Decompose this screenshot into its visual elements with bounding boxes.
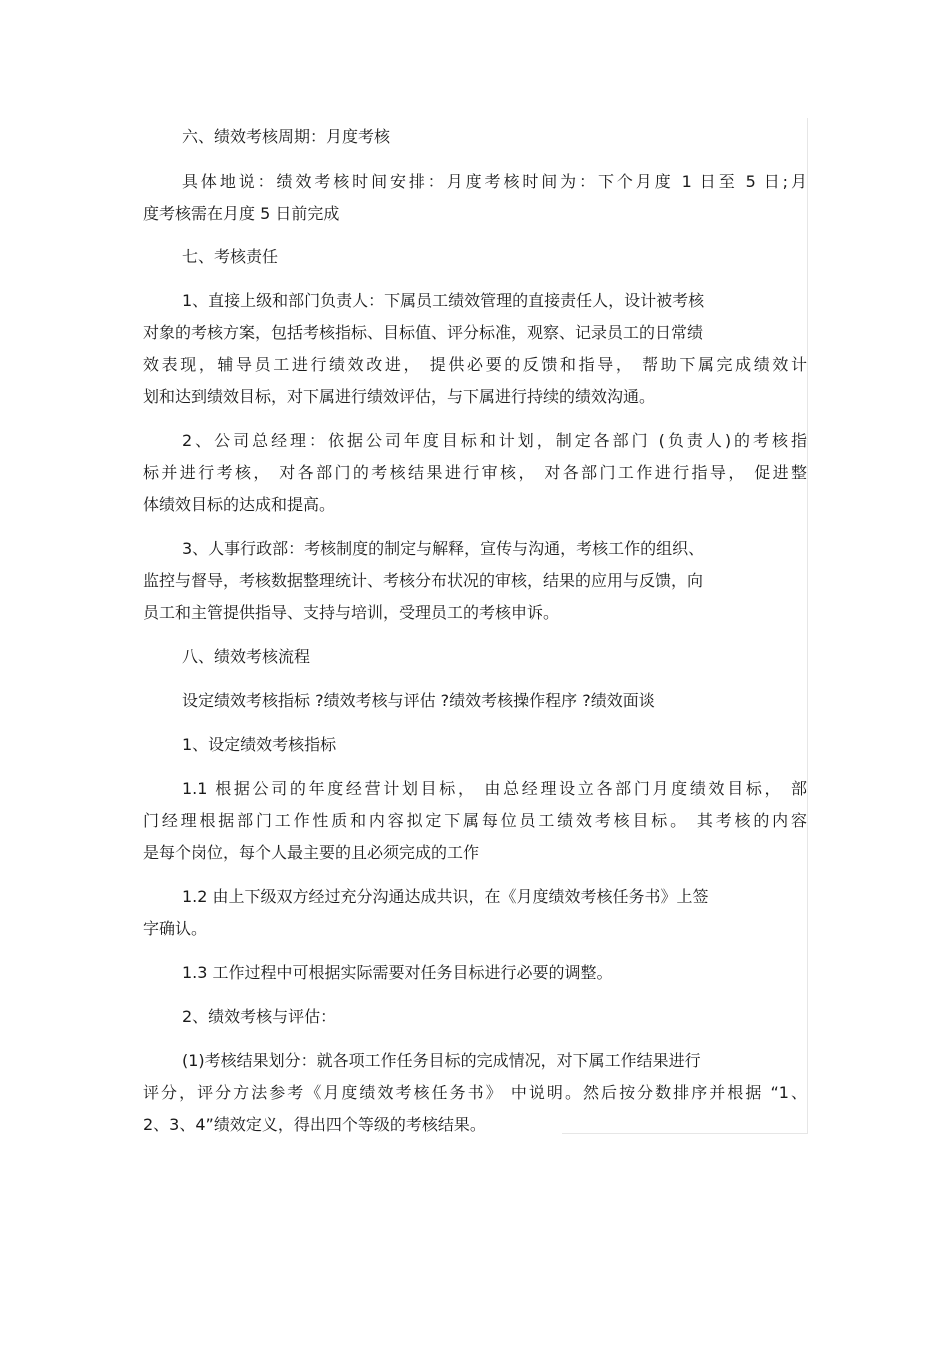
subsection-heading: 1、设定绩效考核指标 <box>182 735 337 754</box>
paragraph-line: 效表现，辅导员工进行绩效改进， 提供必要的反馈和指导， 帮助下属完成绩效计 <box>143 355 807 374</box>
paragraph-line: 员工和主管提供指导、支持与培训，受理员工的考核申诉。 <box>143 603 560 622</box>
paragraph-line: 对象的考核方案，包括考核指标、目标值、评分标准，观察、记录员工的日常绩 <box>143 323 704 342</box>
paragraph-line: 度考核需在月度 5 日前完成 <box>143 204 340 223</box>
paragraph-line: 标并进行考核， 对各部门的考核结果进行审核， 对各部门工作进行指导， 促进整 <box>143 463 807 482</box>
section-heading: 六、绩效考核周期：月度考核 <box>182 127 391 146</box>
paragraph-line: 门经理根据部门工作性质和内容拟定下属每位员工绩效考核目标。 其考核的内容 <box>143 811 807 830</box>
paragraph-line: (1)考核结果划分：就各项工作任务目标的完成情况，对下属工作结果进行 <box>182 1051 701 1070</box>
paragraph-line: 体绩效目标的达成和提高。 <box>143 495 336 514</box>
section-heading: 八、绩效考核流程 <box>182 647 311 666</box>
paragraph-line: 2、3、4”绩效定义，得出四个等级的考核结果。 <box>143 1115 486 1134</box>
paragraph-line: 3、人事行政部：考核制度的制定与解释，宣传与沟通，考核工作的组织、 <box>182 539 705 558</box>
paragraph-line: 1.1 根据公司的年度经营计划目标， 由总经理设立各部门月度绩效目标， 部 <box>182 779 807 798</box>
process-flow-line: 设定绩效考核指标 ?绩效考核与评估 ?绩效考核操作程序 ?绩效面谈 <box>182 691 655 710</box>
paragraph-line: 1.2 由上下级双方经过充分沟通达成共识，在《月度绩效考核任务书》上签 <box>182 887 709 906</box>
paragraph-line: 2、公司总经理：依据公司年度目标和计划，制定各部门 (负责人)的考核指 <box>182 431 807 450</box>
subsection-heading: 2、绩效考核与评估： <box>182 1007 337 1026</box>
page-border-right <box>807 118 808 1133</box>
section-heading: 七、考核责任 <box>182 247 279 266</box>
paragraph-line: 字确认。 <box>143 919 208 938</box>
paragraph-line: 监控与督导，考核数据整理统计、考核分布状况的审核，结果的应用与反馈，向 <box>143 571 704 590</box>
paragraph-line: 1、直接上级和部门负责人：下属员工绩效管理的直接责任人，设计被考核 <box>182 291 705 310</box>
paragraph-line: 划和达到绩效目标，对下属进行绩效评估，与下属进行持续的绩效沟通。 <box>143 387 656 406</box>
paragraph-line: 具体地说：绩效考核时间安排：月度考核时间为：下个月度 1 日至 5 日;月 <box>182 172 807 191</box>
paragraph-line: 是每个岗位，每个人最主要的且必须完成的工作 <box>143 843 480 862</box>
paragraph-line: 评分，评分方法参考《月度绩效考核任务书》 中说明。然后按分数排序并根据 “1、 <box>143 1083 807 1102</box>
paragraph-line: 1.3 工作过程中可根据实际需要对任务目标进行必要的调整。 <box>182 963 613 982</box>
